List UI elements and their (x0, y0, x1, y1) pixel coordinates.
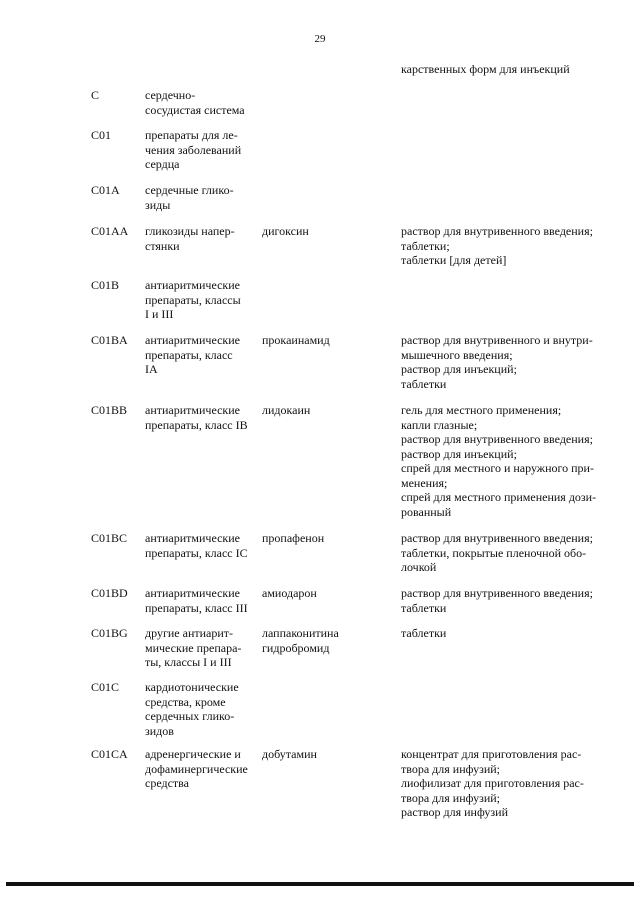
dosage-forms-line: раствор для инфузий (401, 805, 508, 819)
dosage-forms-line: лиофилизат для приготовления рас- (401, 776, 584, 790)
dosage-forms-line: раствор для внутривенного введения; (401, 432, 593, 446)
drug-name (262, 531, 398, 546)
pharmacological-group-line: антиаритмические (145, 333, 240, 347)
atc-code: C (91, 88, 100, 102)
dosage-forms-line: твора для инфузий; (401, 790, 501, 805)
pharmacological-group (145, 531, 260, 560)
dosage-forms-line: рованный (401, 504, 452, 519)
dosage-forms (401, 531, 615, 575)
pharmacological-group-line: сердечно- (145, 88, 196, 102)
drug-name-line: гидробромид (262, 640, 330, 655)
dosage-forms-line: спрей для местного применения дози- (401, 490, 597, 504)
dosage-forms (401, 626, 615, 641)
pharmacological-group-line: сосудистая система (145, 102, 245, 117)
page-number: 29 (314, 33, 326, 45)
dosage-forms-line: таблетки; (401, 238, 450, 253)
dosage-forms-line: гель для местного применения; (401, 403, 562, 417)
pharmacological-group-line: средства (145, 776, 190, 790)
pharmacological-group-line: антиаритмические (145, 278, 240, 292)
pharmacological-group (145, 128, 260, 172)
pharmacological-group (145, 333, 260, 377)
continued-dosage-form-text: карственных форм для инъекций (401, 62, 570, 76)
drug-name-line: лаппаконитина (262, 626, 339, 640)
pharmacological-group-line: препараты, класс (145, 347, 233, 362)
pharmacological-group (145, 626, 260, 670)
dosage-forms (401, 333, 615, 391)
pharmacological-group-line: чения заболеваний (145, 142, 242, 157)
pharmacological-group-line: препараты, класс III (145, 600, 248, 615)
pharmacological-group-line: кардиотонические (145, 680, 239, 694)
drug-name (262, 333, 398, 348)
atc-code: C01BG (91, 626, 128, 640)
dosage-forms-line: таблетки [для детей] (401, 253, 507, 267)
atc-code: C01C (91, 680, 120, 694)
dosage-forms-line: раствор для внутривенного введения; (401, 586, 593, 600)
pharmacological-group-line: антиаритмические (145, 403, 240, 417)
atc-code: C01AA (91, 224, 129, 238)
drug-name-line: пропафенон (262, 531, 325, 545)
pharmacological-group-line: препараты, класс IB (145, 417, 248, 432)
drug-name (262, 586, 398, 601)
dosage-forms-line: раствор для внутривенного и внутри- (401, 333, 593, 347)
dosage-forms-line: раствор для внутривенного введения; (401, 224, 593, 238)
dosage-forms-line: таблетки (401, 600, 447, 615)
atc-code: C01BB (91, 403, 128, 417)
pharmacological-group (145, 183, 260, 212)
pharmacological-group-line: гликозиды напер- (145, 224, 235, 238)
pharmacological-group-line: дофаминергические (145, 761, 248, 776)
atc-code: C01B (91, 278, 120, 292)
pharmacological-group-line: зиды (145, 197, 171, 212)
dosage-forms-line: таблетки (401, 376, 447, 391)
atc-code: C01CA (91, 747, 128, 761)
dosage-forms (401, 224, 615, 268)
pharmacological-group-line: сердца (145, 157, 180, 171)
pharmacological-group (145, 403, 260, 432)
dosage-forms-line: таблетки (401, 626, 447, 640)
drug-name-line: прокаинамид (262, 333, 330, 347)
pharmacological-group (145, 680, 260, 738)
drug-name (262, 403, 398, 418)
drug-name-line: дигоксин (262, 224, 309, 238)
dosage-forms-line: концентрат для приготовления рас- (401, 747, 582, 761)
atc-code: C01BC (91, 531, 128, 545)
dosage-forms-line: мышечного введения; (401, 347, 513, 362)
drug-name-line: добутамин (262, 747, 317, 761)
drug-name-line: лидокаин (262, 403, 311, 417)
dosage-forms-line: раствор для внутривенного введения; (401, 531, 593, 545)
pharmacological-group-line: средства, кроме (145, 694, 226, 709)
dosage-forms-line: менения; (401, 475, 448, 490)
dosage-forms-line: капли глазные; (401, 417, 478, 432)
dosage-forms-line: спрей для местного и наружного при- (401, 461, 594, 475)
dosage-forms-line: раствор для инъекций; (401, 446, 517, 461)
pharmacological-group (145, 586, 260, 615)
dosage-forms-line: раствор для инъекций; (401, 362, 517, 376)
drug-name-line: амиодарон (262, 586, 317, 600)
pharmacological-group-line: зидов (145, 723, 174, 738)
atc-code: C01BD (91, 586, 128, 600)
drug-name (262, 626, 398, 655)
pharmacological-group-line: стянки (145, 238, 180, 253)
pharmacological-group-line: препараты, классы (145, 292, 241, 307)
drug-name (262, 224, 398, 239)
drug-name (262, 747, 398, 762)
pharmacological-group-line: препараты, класс IC (145, 545, 248, 560)
pharmacological-group-line: сердечных глико- (145, 709, 235, 723)
dosage-forms-line: лочкой (401, 560, 437, 574)
pharmacological-group (145, 278, 260, 322)
dosage-forms (401, 403, 615, 519)
pharmacological-group-line: мические препара- (145, 640, 242, 655)
pharmacological-group-line: сердечные глико- (145, 183, 234, 197)
bottom-rule (6, 882, 634, 886)
pharmacological-group-line: адренергические и (145, 747, 241, 761)
pharmacological-group (145, 88, 260, 117)
dosage-forms (401, 586, 615, 615)
pharmacological-group-line: другие антиарит- (145, 626, 234, 640)
pharmacological-group-line: I и III (145, 307, 174, 321)
dosage-forms-line: таблетки, покрытые пленочной обо- (401, 545, 587, 560)
dosage-forms (401, 747, 615, 820)
pharmacological-group-line: антиаритмические (145, 531, 240, 545)
pharmacological-group-line: препараты для ле- (145, 128, 238, 142)
atc-code: C01BA (91, 333, 128, 347)
pharmacological-group-line: IA (145, 362, 158, 376)
atc-code: C01 (91, 128, 112, 142)
dosage-forms-line: твора для инфузий; (401, 761, 501, 776)
atc-code: C01A (91, 183, 120, 197)
pharmacological-group-line: антиаритмические (145, 586, 240, 600)
pharmacological-group (145, 224, 260, 253)
pharmacological-group-line: ты, классы I и III (145, 655, 232, 669)
pharmacological-group (145, 747, 260, 791)
